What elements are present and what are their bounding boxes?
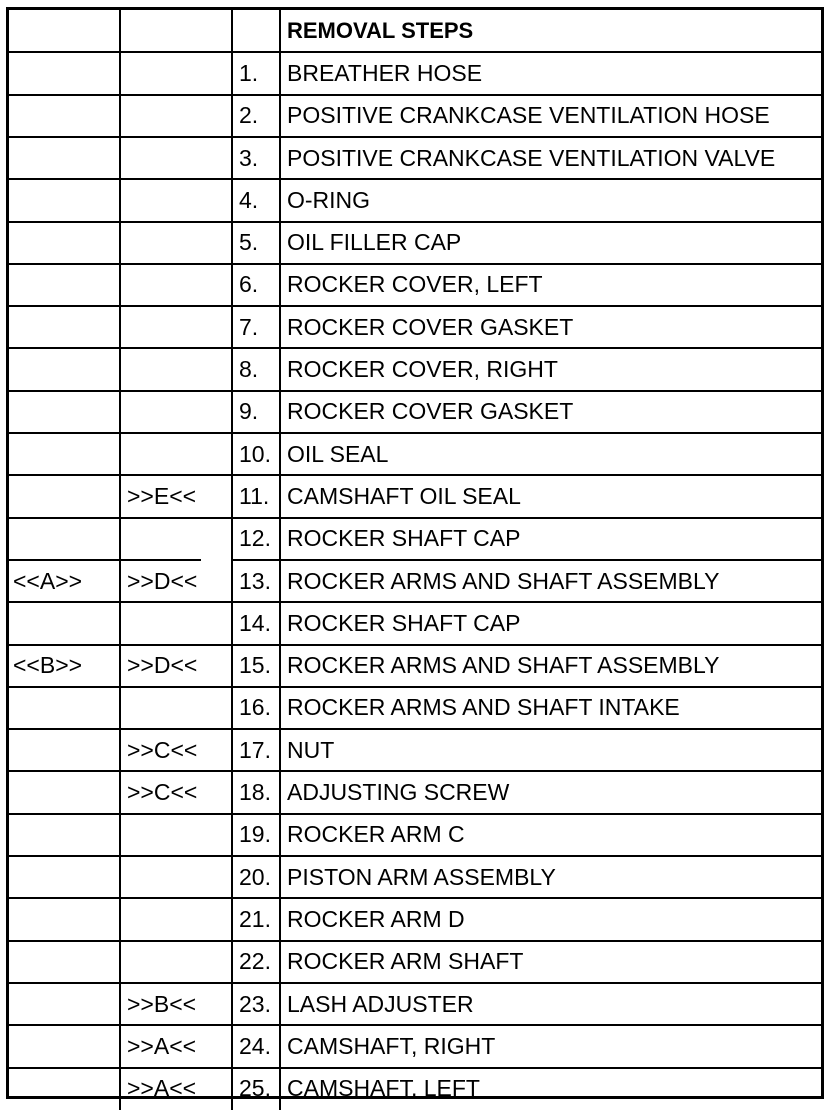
- row-divider: [9, 559, 201, 561]
- step-number: 22.: [231, 941, 279, 983]
- table-row: [9, 1025, 821, 1067]
- table-row: [9, 814, 821, 856]
- step-number: 8.: [231, 348, 279, 390]
- removal-marker: [9, 898, 119, 940]
- install-marker: [119, 222, 231, 264]
- removal-marker: <<B>>: [13, 652, 83, 679]
- row-divider: [9, 897, 821, 899]
- install-marker: [119, 602, 231, 644]
- install-marker: [119, 814, 231, 856]
- step-description: ROCKER ARMS AND SHAFT INTAKE: [279, 687, 821, 729]
- table-header-row: [9, 10, 821, 52]
- removal-marker: [9, 1025, 119, 1067]
- step-number: 18.: [231, 771, 279, 813]
- step-description: ROCKER ARM C: [279, 814, 821, 856]
- step-number: 2.: [231, 95, 279, 137]
- removal-marker: [9, 391, 119, 433]
- row-divider: [9, 474, 821, 476]
- step-description: ROCKER COVER, RIGHT: [279, 348, 821, 390]
- row-divider: [9, 1067, 821, 1069]
- row-divider: [9, 770, 821, 772]
- removal-marker: [9, 137, 119, 179]
- table-row: [9, 1068, 821, 1110]
- table-row: [9, 179, 821, 221]
- row-divider: [9, 1024, 821, 1026]
- step-description: O-RING: [279, 179, 821, 221]
- install-marker: [119, 306, 231, 348]
- table-row: [9, 602, 821, 644]
- row-divider: [9, 686, 821, 688]
- step-number: 16.: [231, 687, 279, 729]
- row-divider: [9, 982, 821, 984]
- step-description: NUT: [279, 729, 821, 771]
- step-number: 11.: [231, 475, 279, 517]
- table-row: [9, 687, 821, 729]
- removal-marker: [9, 1068, 119, 1110]
- row-divider: [9, 644, 821, 646]
- step-description: PISTON ARM ASSEMBLY: [279, 856, 821, 898]
- step-description: ROCKER COVER, LEFT: [279, 264, 821, 306]
- removal-marker: [9, 856, 119, 898]
- removal-marker: [9, 95, 119, 137]
- install-marker: >>A<<: [119, 1025, 231, 1067]
- step-number: 7.: [231, 306, 279, 348]
- step-description: ADJUSTING SCREW: [279, 771, 821, 813]
- removal-marker: [9, 179, 119, 221]
- removal-steps-table: [6, 7, 824, 1102]
- row-divider: [9, 305, 821, 307]
- step-number: 12.: [231, 518, 279, 560]
- step-number: 1.: [231, 52, 279, 94]
- step-description: CAMSHAFT OIL SEAL: [279, 475, 821, 517]
- step-number: 17.: [231, 729, 279, 771]
- row-divider: [9, 940, 821, 942]
- install-marker: >>C<<: [119, 771, 231, 813]
- removal-marker: [9, 687, 119, 729]
- step-description: POSITIVE CRANKCASE VENTILATION VALVE: [279, 137, 821, 179]
- install-marker: [119, 856, 231, 898]
- header-title: REMOVAL STEPS: [279, 10, 821, 52]
- install-marker: [119, 348, 231, 390]
- row-divider: [9, 517, 821, 519]
- step-number: 5.: [231, 222, 279, 264]
- table-row: [9, 137, 821, 179]
- step-number: 25.: [231, 1068, 279, 1110]
- removal-marker: [9, 348, 119, 390]
- removal-marker: [9, 602, 119, 644]
- step-description: CAMSHAFT, LEFT: [279, 1068, 821, 1110]
- step-number: 19.: [231, 814, 279, 856]
- install-marker: [119, 95, 231, 137]
- step-description: LASH ADJUSTER: [279, 983, 821, 1025]
- install-marker: [119, 264, 231, 306]
- table-row: [9, 941, 821, 983]
- table-row: [9, 856, 821, 898]
- table-row: [9, 560, 821, 602]
- step-number: 21.: [231, 898, 279, 940]
- header-step-number-cell: [231, 10, 279, 52]
- removal-marker: [9, 306, 119, 348]
- install-marker: [119, 898, 231, 940]
- step-number: 6.: [231, 264, 279, 306]
- removal-marker: <<A>>: [13, 567, 83, 594]
- install-marker: [119, 137, 231, 179]
- step-description: ROCKER COVER GASKET: [279, 391, 821, 433]
- table-row: [9, 52, 821, 94]
- removal-marker: [9, 814, 119, 856]
- removal-marker: [9, 264, 119, 306]
- row-divider: [9, 178, 821, 180]
- row-divider: [9, 601, 821, 603]
- row-divider: [9, 263, 821, 265]
- install-marker: [119, 518, 231, 560]
- row-divider: [9, 347, 821, 349]
- step-description: ROCKER ARM D: [279, 898, 821, 940]
- table-row: [9, 391, 821, 433]
- table-row: [9, 645, 821, 687]
- table-row: [9, 306, 821, 348]
- install-marker: >>D<<: [119, 560, 231, 602]
- step-number: 13.: [231, 560, 279, 602]
- removal-marker: [9, 433, 119, 475]
- row-divider: [9, 855, 821, 857]
- step-number: 9.: [231, 391, 279, 433]
- table-row: [9, 95, 821, 137]
- step-description: BREATHER HOSE: [279, 52, 821, 94]
- removal-marker: [9, 475, 119, 517]
- row-divider: [9, 51, 821, 53]
- install-marker: >>C<<: [119, 729, 231, 771]
- removal-marker: [9, 983, 119, 1025]
- table-row: [9, 729, 821, 771]
- step-number: 14.: [231, 602, 279, 644]
- row-divider: [9, 432, 821, 434]
- row-divider: [9, 813, 821, 815]
- step-number: 23.: [231, 983, 279, 1025]
- step-number: 15.: [231, 645, 279, 687]
- step-number: 3.: [231, 137, 279, 179]
- header-install-marker-cell: [119, 10, 231, 52]
- step-description: ROCKER SHAFT CAP: [279, 518, 821, 560]
- table-row: [9, 348, 821, 390]
- install-marker: >>B<<: [119, 983, 231, 1025]
- table-row: [9, 898, 821, 940]
- install-marker: >>E<<: [119, 475, 231, 517]
- row-divider: [231, 559, 821, 561]
- step-description: ROCKER ARMS AND SHAFT ASSEMBLY: [279, 645, 821, 687]
- row-divider: [9, 728, 821, 730]
- table-row: [9, 475, 821, 517]
- removal-marker: [9, 729, 119, 771]
- step-description: OIL SEAL: [279, 433, 821, 475]
- removal-marker: [9, 941, 119, 983]
- removal-marker: [9, 771, 119, 813]
- row-divider: [9, 221, 821, 223]
- step-number: 20.: [231, 856, 279, 898]
- step-description: ROCKER COVER GASKET: [279, 306, 821, 348]
- step-description: ROCKER ARMS AND SHAFT ASSEMBLY: [279, 560, 821, 602]
- install-marker: [119, 941, 231, 983]
- install-marker: [119, 52, 231, 94]
- install-marker: [119, 179, 231, 221]
- table-row: [9, 983, 821, 1025]
- step-description: ROCKER SHAFT CAP: [279, 602, 821, 644]
- install-marker: [119, 433, 231, 475]
- removal-marker: [9, 518, 119, 560]
- step-number: 4.: [231, 179, 279, 221]
- step-description: CAMSHAFT, RIGHT: [279, 1025, 821, 1067]
- removal-marker: [9, 52, 119, 94]
- table-row: [9, 518, 821, 560]
- header-removal-marker-cell: [9, 10, 119, 52]
- table-row: [9, 433, 821, 475]
- table-row: [9, 264, 821, 306]
- table-row: [9, 222, 821, 264]
- row-divider: [9, 390, 821, 392]
- install-marker: >>A<<: [119, 1068, 231, 1110]
- row-divider: [9, 136, 821, 138]
- install-marker: [119, 687, 231, 729]
- install-marker: >>D<<: [119, 645, 231, 687]
- step-number: 10.: [231, 433, 279, 475]
- step-description: OIL FILLER CAP: [279, 222, 821, 264]
- table-row: [9, 771, 821, 813]
- install-marker: [119, 391, 231, 433]
- row-divider: [9, 94, 821, 96]
- removal-marker: [9, 222, 119, 264]
- step-description: POSITIVE CRANKCASE VENTILATION HOSE: [279, 95, 821, 137]
- step-description: ROCKER ARM SHAFT: [279, 941, 821, 983]
- step-number: 24.: [231, 1025, 279, 1067]
